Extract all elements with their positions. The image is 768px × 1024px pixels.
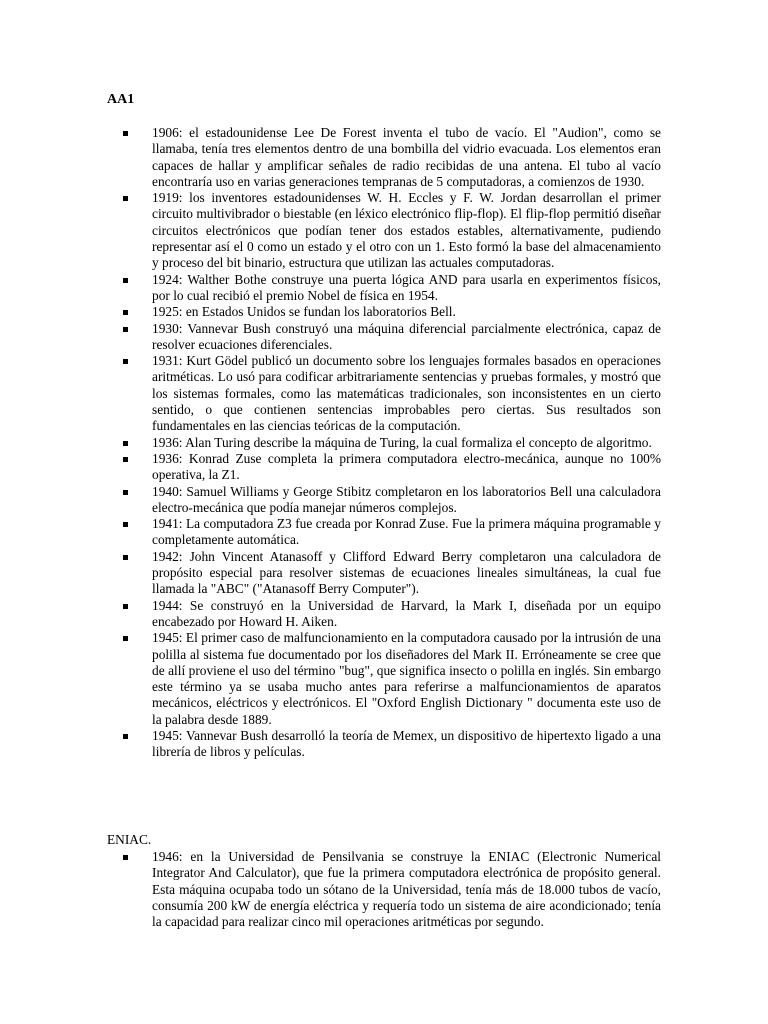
- square-bullet-icon: [123, 310, 128, 315]
- list-item-text: 1945: El primer caso de malfuncionamiento en la computadora causado por la intrusión de una polilla al sistema fue documentado por los diseñadores del Mark II. Erróneamente se cree que de allí proviene el uso del término "bug", que significa insecto o polilla en inglés. Sin embargo este término ya se usaba mucho antes para referirse a malfuncionamientos de aparatos mecánicos, eléctricos y electrónicos. El "Oxford English Dictionary " documenta este uso de la palabra desde 1889.: [152, 630, 661, 727]
- square-bullet-icon: [123, 457, 128, 462]
- history-bullet-list: [119, 125, 661, 761]
- list-item: [119, 272, 661, 305]
- square-bullet-icon: [123, 441, 128, 446]
- eniac-heading: ENIAC.: [107, 832, 152, 847]
- square-bullet-icon: [123, 522, 128, 527]
- list-item-text: 1925: en Estados Unidos se fundan los laboratorios Bell.: [152, 304, 456, 320]
- list-item-text: 1919: los inventores estadounidenses W. H. Eccles y F. W. Jordan desarrollan el primer circuito multivibrador o biestable (en léxico electrónico flip-flop). El flip-flop permitió diseñar circuitos electrónicos que podían tener dos estados estables, alternativamente, pudiendo representar así el 0 como un estado y el otro con un 1. Esto formó la base del almacenamiento y proceso del bit binario, estructura que utilizan las actuales computadoras.: [152, 190, 661, 271]
- square-bullet-icon: [123, 278, 128, 283]
- list-item: [119, 728, 661, 761]
- list-item: [119, 516, 661, 549]
- list-item-text: 1936: Alan Turing describe la máquina de Turing, la cual formaliza el concepto de algoritmo.: [152, 434, 652, 450]
- list-item: [119, 549, 661, 598]
- list-item-text: 1946: en la Universidad de Pensilvania se construye la ENIAC (Electronic Numerical Integrator And Calculator), que fue la primera computadora electrónica de propósito general. Esta máquina ocupaba todo un sótano de la Universidad, tenía más de 18.000 tubos de vacío, consumía 200 kW de energía eléctrica y requería todo un sistema de aire acondicionado; tenía la capacidad para realizar cinco mil operaciones aritméticas por segundo.: [152, 849, 661, 930]
- list-item-text: 1931: Kurt Gödel publicó un documento sobre los lenguajes formales basados en operaciones aritméticas. Lo usó para codificar arbitrariamente sentencias y pruebas formales, y mostró que los sistemas formales, como las matemáticas tradicionales, son inconsistentes en un cierto sentido, o que contienen sentencias improbables pero ciertas. Sus resultados son fundamentales en las ciencias teóricas de la computación.: [152, 353, 661, 434]
- square-bullet-icon: [123, 327, 128, 332]
- list-item-text: 1941: La computadora Z3 fue creada por Konrad Zuse. Fue la primera máquina programable y completamente automática.: [152, 516, 661, 548]
- list-item: [119, 304, 661, 320]
- list-item: [119, 849, 661, 930]
- list-item-text: 1930: Vannevar Bush construyó una máquina diferencial parcialmente electrónica, capaz de resolver ecuaciones diferenciales.: [152, 320, 661, 352]
- list-item: [119, 125, 661, 190]
- square-bullet-icon: [123, 196, 128, 201]
- list-item-text: 1906: el estadounidense Lee De Forest inventa el tubo de vacío. El "Audion", como se llamaba, tenía tres elementos dentro de una bombilla del vidrio evacuada. Los elementos eran capaces de hallar y amplificar señales de radio recibidas de una antena. El tubo al vacío encontraría uso en varias generaciones tempranas de 5 computadoras, a comienzos de 1930.: [152, 125, 661, 189]
- square-bullet-icon: [123, 604, 128, 609]
- square-bullet-icon: [123, 555, 128, 560]
- list-item-text: 1944: Se construyó en la Universidad de Harvard, la Mark I, diseñada por un equipo encabezado por Howard H. Aiken.: [152, 597, 661, 629]
- square-bullet-icon: [123, 359, 128, 364]
- list-item: [119, 353, 661, 434]
- list-item-text: 1940: Samuel Williams y George Stibitz completaron en los laboratorios Bell una calculadora electro-mecánica que podía manejar números complejos.: [152, 483, 661, 515]
- section-heading: AA1: [107, 92, 135, 107]
- list-item: [119, 598, 661, 631]
- list-item: [119, 484, 661, 517]
- eniac-bullet-list: [119, 849, 661, 930]
- list-item: [119, 435, 661, 451]
- list-item-text: 1936: Konrad Zuse completa la primera computadora electro-mecánica, aunque no 100% operativa, la Z1.: [152, 450, 661, 483]
- list-item: [119, 321, 661, 354]
- list-item: [119, 451, 661, 484]
- square-bullet-icon: [123, 855, 128, 860]
- list-item: [119, 190, 661, 271]
- square-bullet-icon: [123, 490, 128, 495]
- square-bullet-icon: [123, 636, 128, 641]
- list-item-text: 1924: Walther Bothe construye una puerta lógica AND para usarla en experimentos físicos, por lo cual recibió el premio Nobel de física en 1954.: [152, 271, 661, 303]
- square-bullet-icon: [123, 131, 128, 136]
- square-bullet-icon: [123, 734, 128, 739]
- list-item-text: 1945: Vannevar Bush desarrolló la teoría de Memex, un dispositivo de hipertexto ligado a una librería de libros y películas.: [152, 727, 661, 760]
- list-item: [119, 630, 661, 728]
- list-item-text: 1942: John Vincent Atanasoff y Clifford Edward Berry completaron una calculadora de propósito especial para resolver sistemas de ecuaciones lineales simultáneas, la cual fue llamada la "ABC" ("Atanasoff Berry Computer").: [152, 548, 661, 597]
